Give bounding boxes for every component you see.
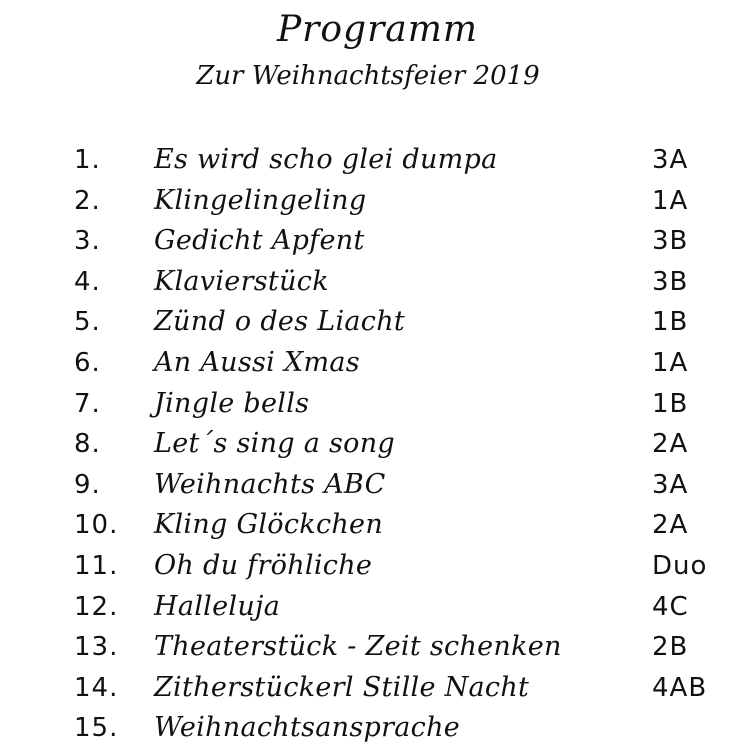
program-item-class: 2A <box>652 429 689 460</box>
program-item-number: 3. <box>74 226 101 257</box>
program-item-title: An Aussi Xmas <box>154 346 360 378</box>
program-item <box>0 343 755 384</box>
program-item-title: Zitherstückerl Stille Nacht <box>154 671 530 703</box>
program-item-number: 13. <box>74 632 119 663</box>
program-item-class: 1A <box>652 185 689 216</box>
page-subtitle: Zur Weihnachtsfeier 2019 <box>196 61 540 91</box>
program-item-number: 2. <box>74 185 101 216</box>
program-item-class: 3A <box>652 145 689 175</box>
program-item-class: 1A <box>652 347 689 378</box>
program-item-title: Klavierstück <box>154 265 329 297</box>
program-item-class: 3A <box>652 469 689 500</box>
program-item-class: 4C <box>652 591 689 622</box>
program-item-number: 14. <box>74 672 119 703</box>
program-item-number: 10. <box>74 510 119 541</box>
program-item <box>0 465 755 506</box>
program-item <box>0 221 755 262</box>
program-item-number: 5. <box>74 307 101 338</box>
program-item <box>0 627 755 668</box>
program-list <box>0 140 755 749</box>
program-item-number: 6. <box>74 347 101 378</box>
program-item-title: Oh du fröhliche <box>154 549 373 581</box>
program-item-number: 9. <box>74 469 101 500</box>
program-item-class: 1B <box>652 388 689 419</box>
program-item-title: Klingelingeling <box>154 184 367 216</box>
program-item-class: Duo <box>652 550 708 581</box>
program-item-title: Zünd o des Liacht <box>154 306 406 338</box>
program-item <box>0 424 755 465</box>
program-item <box>0 181 755 222</box>
program-item-title: Let´s sing a song <box>154 428 396 460</box>
page-title: Programm <box>276 9 479 50</box>
program-item-title: Kling Glöckchen <box>154 509 384 541</box>
program-item <box>0 668 755 709</box>
program-item-number: 1. <box>74 145 101 175</box>
program-item-title: Weihnachtsansprache <box>154 712 461 744</box>
program-item-number: 4. <box>74 266 101 297</box>
program-item <box>0 384 755 425</box>
program-item-class: 3B <box>652 226 689 257</box>
program-item-number: 11. <box>74 550 119 581</box>
program-item <box>0 505 755 546</box>
program-item-class: 4AB <box>652 672 708 703</box>
program-item <box>0 546 755 587</box>
program-item-number: 8. <box>74 429 101 460</box>
program-item-title: Halleluja <box>154 590 281 622</box>
program-item-title: Es wird scho glei dumpa <box>154 144 498 175</box>
program-item-class: 1B <box>652 307 689 338</box>
program-item-number: 12. <box>74 591 119 622</box>
program-item-class: 2A <box>652 510 689 541</box>
program-item <box>0 140 755 181</box>
program-item <box>0 587 755 628</box>
program-item-number: 7. <box>74 388 101 419</box>
program-item <box>0 708 755 749</box>
program-item-class: 3B <box>652 266 689 297</box>
program-item-class: 2B <box>652 632 689 663</box>
program-item-title: Weihnachts ABC <box>154 468 386 500</box>
program-item-title: Theaterstück - Zeit schenken <box>154 631 562 663</box>
program-item-number: 15. <box>74 713 119 744</box>
program-item <box>0 262 755 303</box>
program-item-title: Jingle bells <box>154 387 310 419</box>
program-item <box>0 302 755 343</box>
program-item-title: Gedicht Apfent <box>154 225 365 257</box>
